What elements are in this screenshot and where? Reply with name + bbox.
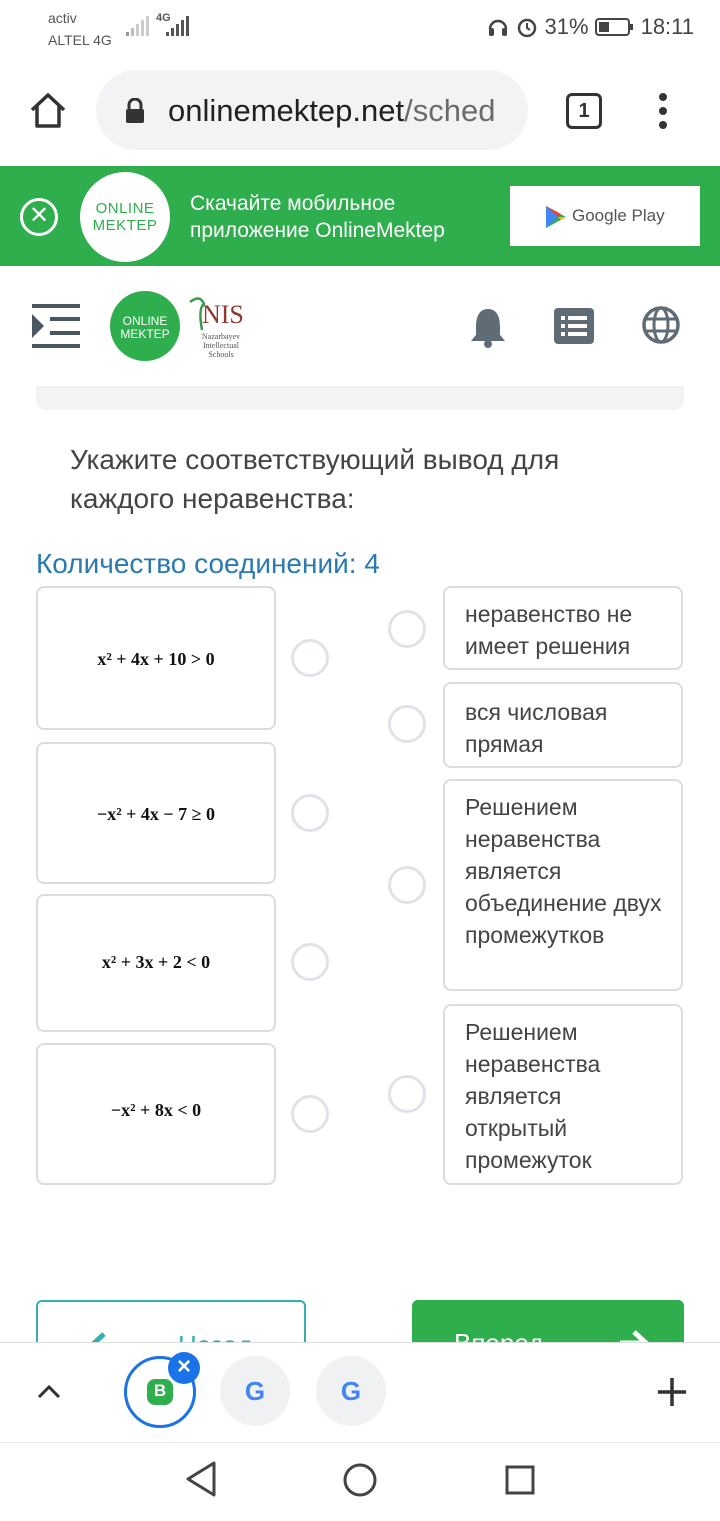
connections-count: Количество соединений: 4 [36,548,380,579]
favicon-letter: B [153,1381,167,1400]
schedule-list-icon[interactable] [554,308,594,344]
signal-4g-icon [160,14,190,38]
question-text: Укажите соответствующий вывод для каждого неравенства: [70,444,560,514]
battery-percent: 31% [544,14,589,39]
url-text[interactable]: onlinemektep.net/sched [168,93,496,128]
lock-icon [124,98,146,124]
status-bar [0,0,720,58]
right-connector[interactable] [388,705,426,743]
close-banner-button[interactable]: ✕ [20,198,58,236]
back-triangle-icon[interactable] [184,1460,218,1498]
inequality-formula: x² + 4x + 10 > 0 [97,649,215,669]
battery-icon [595,16,635,38]
google-play-icon [544,204,568,230]
content-top-strip [36,386,684,410]
promo-text: Скачайте мобильное приложение OnlineMektep [190,192,445,242]
answer-card[interactable]: вся числовая прямая [443,682,683,768]
site-logo[interactable]: ONLINE MEKTEP [110,291,180,361]
google-play-button[interactable] [510,186,700,246]
language-globe-icon[interactable] [641,305,681,345]
carrier-network: ALTEL 4G [48,32,112,48]
signal-icon [126,14,150,38]
google-icon: G [340,1376,362,1406]
sidebar-toggle-icon[interactable] [30,302,82,350]
google-play-label: Google Play [572,206,665,225]
nis-logo: NIS Nazarbayev Intellectual Schools [186,294,266,360]
carrier-name: activ [48,10,77,26]
home-circle-icon[interactable] [342,1462,378,1498]
inequality-card[interactable] [36,586,276,730]
inequality-card[interactable] [36,894,276,1032]
site-header [0,268,720,386]
left-connector[interactable] [291,1095,329,1133]
right-connector[interactable] [388,1075,426,1113]
recents-square-icon[interactable] [504,1464,536,1496]
right-connector[interactable] [388,866,426,904]
network-badge: 4G [156,12,171,24]
answer-card[interactable]: неравенство не имеет решения [443,586,683,670]
home-icon[interactable] [28,90,68,130]
chevron-up-icon[interactable] [36,1382,62,1400]
right-connector[interactable] [388,610,426,648]
alarm-icon [515,15,539,39]
clock: 18:11 [640,14,694,39]
close-tab-button[interactable]: × [168,1352,200,1384]
inequality-formula: x² + 3x + 2 < 0 [101,952,211,972]
status-right [487,14,694,40]
left-connector[interactable] [291,943,329,981]
onlinemektep-logo: ONLINE MEKTEP [80,172,170,262]
inequality-formula: −x² + 8x < 0 [110,1100,202,1120]
inequality-card[interactable] [36,742,276,884]
headset-icon [487,16,509,38]
left-connector[interactable] [291,639,329,677]
inequality-card[interactable] [36,1043,276,1185]
inequality-formula: −x² + 4x − 7 ≥ 0 [96,804,216,824]
notifications-bell-icon[interactable] [468,305,508,349]
tab-switcher-button[interactable]: 1 [566,93,602,129]
google-tab[interactable] [220,1356,290,1426]
answer-card[interactable]: Решением неравенства является открытый промежуток [443,1004,683,1185]
google-tab[interactable] [316,1356,386,1426]
google-icon: G [244,1376,266,1406]
left-connector[interactable] [291,794,329,832]
new-tab-plus-icon[interactable] [656,1376,688,1408]
answer-card[interactable]: Решением неравенства является объединение двух промежутков [443,779,683,991]
menu-dots-icon[interactable] [655,92,671,130]
